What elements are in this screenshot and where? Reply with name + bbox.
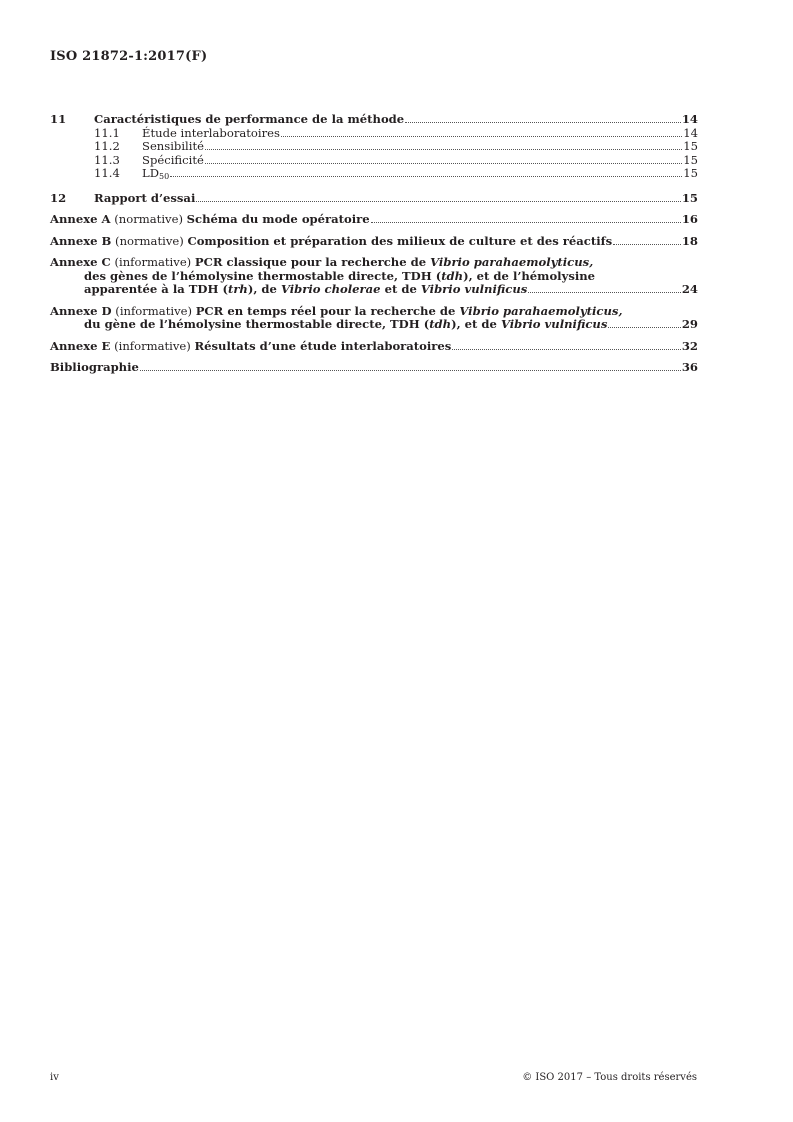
annex-label: Annexe A xyxy=(50,212,111,226)
toc-entry-title xyxy=(50,235,612,249)
toc-entry-page: 15 xyxy=(683,139,698,153)
toc-entry-annex-c[interactable] xyxy=(50,256,698,297)
dot-leader xyxy=(281,135,682,137)
annex-title: Résultats d’une étude interlaboratoires xyxy=(194,338,452,353)
toc-entry-11-1[interactable] xyxy=(50,127,698,141)
toc-entry-page: 15 xyxy=(683,152,698,167)
toc-entry-annex-d[interactable] xyxy=(50,305,698,332)
dot-leader xyxy=(140,369,681,371)
toc-entry-number: 12 xyxy=(50,190,67,205)
toc-entry-annex-e[interactable] xyxy=(50,340,698,354)
annex-title-part: ), et de xyxy=(451,317,501,331)
annex-type: (informative) xyxy=(114,255,192,269)
annex-title-part: du gène de l’hémolysine thermostable directe, TDH ( xyxy=(84,317,430,331)
annex-type: (normative) xyxy=(114,212,183,226)
toc-entry-number: 11 xyxy=(50,112,67,126)
toc-entry-title xyxy=(50,340,451,354)
dot-leader xyxy=(405,121,681,123)
annex-title-part: des gènes de l’hémolysine thermostable directe, TDH ( xyxy=(84,268,442,283)
annex-title-italic: Vibrio cholerae xyxy=(280,282,381,296)
toc-entry-number: 11.1 xyxy=(94,125,120,140)
ld-subscript: 50 xyxy=(159,172,170,181)
toc-entry-title: Sensibilité xyxy=(142,139,204,153)
toc-entry-page: 16 xyxy=(681,212,698,226)
dot-leader xyxy=(205,148,682,150)
annex-title-italic: Vibrio parahaemolyticus, xyxy=(459,303,623,318)
document-id-header: ISO 21872-1:2017(F) xyxy=(50,49,208,64)
dot-leader xyxy=(170,175,682,177)
annex-type: (informative) xyxy=(115,303,193,318)
toc-entry-title: Étude interlaboratoires xyxy=(142,125,280,140)
toc-entry-title xyxy=(142,167,169,184)
ld-label: LD xyxy=(142,166,159,180)
toc-entry-title: Spécificité xyxy=(142,152,204,167)
annex-label: Annexe C xyxy=(50,255,111,269)
annex-title-italic: tdh xyxy=(429,317,452,331)
dot-leader xyxy=(371,221,681,223)
toc-entry-11-2[interactable] xyxy=(50,140,698,154)
toc-entry-page: 36 xyxy=(681,360,698,374)
toc-entry-annex-b[interactable] xyxy=(50,235,698,249)
annex-type: (normative) xyxy=(115,233,184,248)
toc-entry-page: 29 xyxy=(681,317,698,331)
annex-title-part: apparentée à la TDH ( xyxy=(84,282,228,296)
toc-entry-page: 24 xyxy=(681,282,698,296)
toc-entry-page: 18 xyxy=(681,233,698,248)
dot-leader xyxy=(613,243,681,245)
toc-entry-clause-12[interactable] xyxy=(50,192,698,206)
toc-entry-bibliography[interactable] xyxy=(50,361,698,375)
annex-title-part: ), de xyxy=(247,282,281,296)
annex-title: Schéma du mode opératoire xyxy=(186,212,370,226)
annex-label: Annexe D xyxy=(50,303,112,318)
dot-leader xyxy=(196,200,681,202)
annex-label: Annexe E xyxy=(50,338,111,353)
annex-title-italic: trh xyxy=(227,282,248,296)
toc-entry-annex-a[interactable] xyxy=(50,213,698,227)
toc-entry-number: 11.3 xyxy=(94,152,120,167)
toc-entry-title: Bibliographie xyxy=(50,360,139,374)
annex-title-italic: tdh xyxy=(441,268,464,283)
toc-entry-page: 14 xyxy=(681,112,698,126)
annex-title-italic: Vibrio vulnificus xyxy=(420,282,528,296)
toc-entry-title: Rapport d’essai xyxy=(94,190,196,205)
toc-entry-title-line-3 xyxy=(84,283,527,297)
toc-entry-page: 32 xyxy=(681,338,698,353)
toc-entry-11-3[interactable] xyxy=(50,154,698,168)
dot-leader xyxy=(452,348,681,350)
annex-label: Annexe B xyxy=(50,233,112,248)
annex-title-part: PCR en temps réel pour la recherche de xyxy=(195,303,460,318)
toc-entry-page: 15 xyxy=(683,166,698,180)
toc-entry-number: 11.2 xyxy=(94,139,120,153)
toc-entry-number: 11.4 xyxy=(94,166,120,180)
toc-entry-page: 15 xyxy=(681,190,698,205)
annex-title-part: et de xyxy=(380,282,421,296)
table-of-contents xyxy=(50,113,698,375)
toc-entry-title-line-1 xyxy=(50,305,622,319)
toc-entry-page: 14 xyxy=(683,125,698,140)
toc-entry-clause-11[interactable] xyxy=(50,113,698,127)
toc-entry-title-line-1 xyxy=(50,256,593,270)
toc-entry-title: Caractéristiques de performance de la méthode xyxy=(94,112,405,126)
annex-type: (informative) xyxy=(114,338,191,353)
footer-page-number: iv xyxy=(50,1072,59,1083)
dot-leader xyxy=(205,162,682,164)
annex-title: Composition et préparation des milieux de culture et des réactifs xyxy=(187,233,613,248)
annex-title-italic: Vibrio parahaemolyticus, xyxy=(430,255,594,269)
dot-leader xyxy=(608,326,680,328)
annex-title-part: ), et de l’hémolysine xyxy=(463,268,596,283)
annex-title-part: PCR classique pour la recherche de xyxy=(194,255,431,269)
toc-entry-title-line-2 xyxy=(84,270,595,284)
toc-entry-title-line-2 xyxy=(84,318,607,332)
footer-copyright: © ISO 2017 – Tous droits réservés xyxy=(522,1072,697,1083)
toc-entry-title xyxy=(50,213,370,227)
toc-entry-11-4[interactable] xyxy=(50,167,698,184)
annex-title-italic: Vibrio vulnificus xyxy=(500,317,608,331)
dot-leader xyxy=(528,291,681,293)
